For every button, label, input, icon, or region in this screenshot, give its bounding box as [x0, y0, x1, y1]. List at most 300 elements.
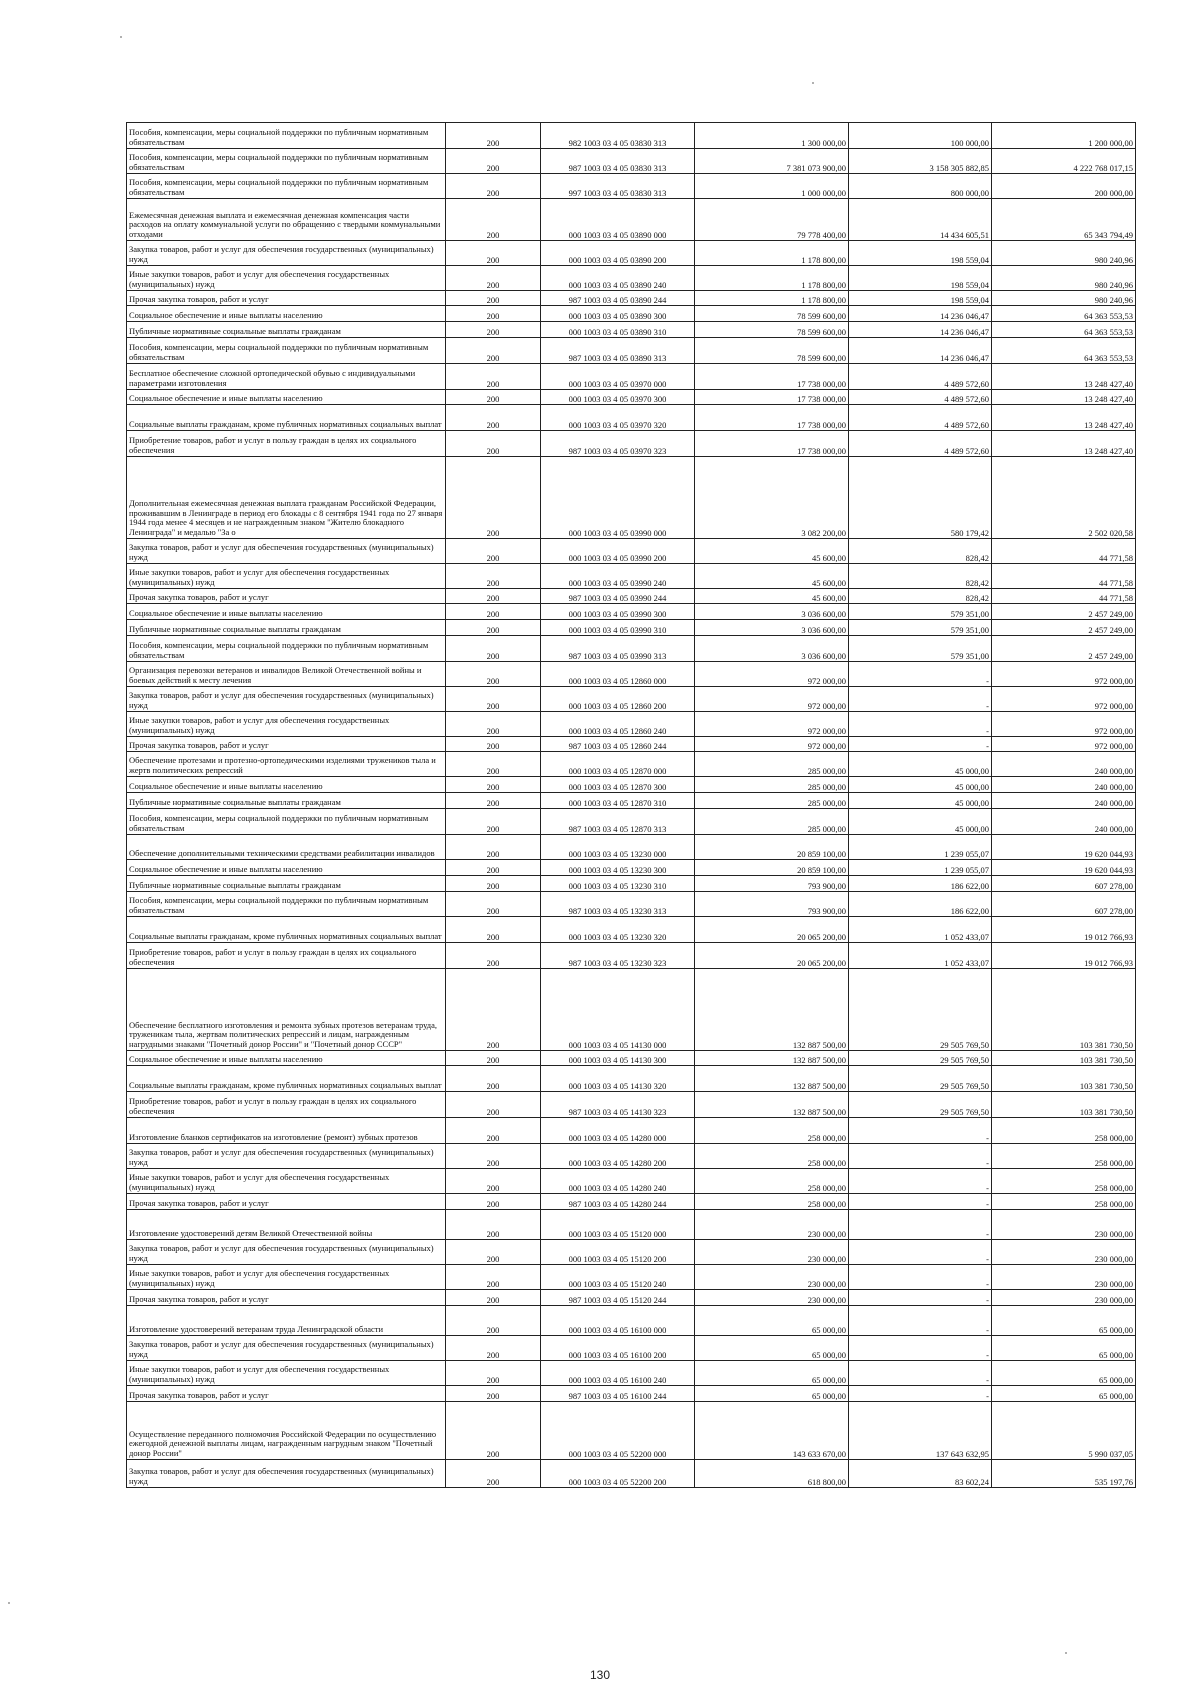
row-executed: 100 000,00 — [849, 123, 992, 149]
row-code: 200 — [446, 1092, 541, 1118]
row-executed: 198 559,04 — [849, 266, 992, 291]
row-executed: - — [849, 712, 992, 737]
row-approved: 132 887 500,00 — [695, 969, 849, 1051]
row-approved: 793 900,00 — [695, 892, 849, 917]
row-code: 200 — [446, 457, 541, 539]
table-row — [127, 405, 1136, 431]
row-code: 200 — [446, 1402, 541, 1460]
row-executed: - — [849, 1144, 992, 1169]
row-unexecuted: 972 000,00 — [992, 662, 1136, 687]
row-code: 200 — [446, 266, 541, 291]
page-number: 130 — [589, 1668, 611, 1682]
row-executed: - — [849, 1336, 992, 1361]
row-code: 200 — [446, 1118, 541, 1144]
row-code: 200 — [446, 1066, 541, 1092]
table-row — [127, 620, 1136, 636]
row-approved: 285 000,00 — [695, 752, 849, 777]
row-code: 200 — [446, 1336, 541, 1361]
row-code: 200 — [446, 892, 541, 917]
row-kbk: 987 1003 03 4 05 03970 323 — [541, 431, 695, 457]
row-code: 200 — [446, 241, 541, 266]
row-kbk: 000 1003 03 4 05 03890 310 — [541, 322, 695, 338]
row-executed: 83 602,24 — [849, 1460, 992, 1488]
row-kbk: 000 1003 03 4 05 03970 320 — [541, 405, 695, 431]
table-row — [127, 322, 1136, 338]
row-name: Изготовление удостоверений ветеранам труда Ленинградской области — [127, 1306, 446, 1336]
row-kbk: 000 1003 03 4 05 12860 000 — [541, 662, 695, 687]
row-executed: 1 052 433,07 — [849, 943, 992, 969]
row-unexecuted: 103 381 730,50 — [992, 969, 1136, 1051]
row-name: Иные закупки товаров, работ и услуг для обеспечения государственных (муниципальных) нужд — [127, 564, 446, 589]
row-unexecuted: 44 771,58 — [992, 539, 1136, 564]
table-row — [127, 539, 1136, 564]
row-executed: 4 489 572,60 — [849, 390, 992, 405]
table-row — [127, 737, 1136, 752]
row-name: Закупка товаров, работ и услуг для обеспечения государственных (муниципальных) нужд — [127, 539, 446, 564]
row-unexecuted: 980 240,96 — [992, 241, 1136, 266]
row-kbk: 000 1003 03 4 05 03990 000 — [541, 457, 695, 539]
row-kbk: 987 1003 03 4 05 15120 244 — [541, 1290, 695, 1306]
table-row — [127, 712, 1136, 737]
row-executed: 4 489 572,60 — [849, 364, 992, 390]
row-approved: 78 599 600,00 — [695, 322, 849, 338]
row-unexecuted: 972 000,00 — [992, 712, 1136, 737]
row-approved: 618 800,00 — [695, 1460, 849, 1488]
row-kbk: 000 1003 03 4 05 03990 200 — [541, 539, 695, 564]
row-executed: 14 236 046,47 — [849, 306, 992, 322]
row-name: Закупка товаров, работ и услуг для обеспечения государственных (муниципальных) нужд — [127, 241, 446, 266]
row-name: Приобретение товаров, работ и услуг в пользу граждан в целях их социального обеспечения — [127, 431, 446, 457]
row-executed: 1 052 433,07 — [849, 917, 992, 943]
row-name: Приобретение товаров, работ и услуг в пользу граждан в целях их социального обеспечения — [127, 1092, 446, 1118]
row-kbk: 000 1003 03 4 05 14280 200 — [541, 1144, 695, 1169]
row-unexecuted: 103 381 730,50 — [992, 1066, 1136, 1092]
row-code: 200 — [446, 589, 541, 604]
row-approved: 3 036 600,00 — [695, 604, 849, 620]
row-unexecuted: 103 381 730,50 — [992, 1051, 1136, 1066]
row-name: Прочая закупка товаров, работ и услуг — [127, 1386, 446, 1402]
row-approved: 230 000,00 — [695, 1210, 849, 1240]
row-unexecuted: 1 200 000,00 — [992, 123, 1136, 149]
table-row — [127, 431, 1136, 457]
row-name: Социальное обеспечение и иные выплаты населению — [127, 306, 446, 322]
row-approved: 285 000,00 — [695, 777, 849, 793]
row-executed: 14 236 046,47 — [849, 338, 992, 364]
row-name: Изготовление удостоверений детям Великой Отечественной войны — [127, 1210, 446, 1240]
row-approved: 17 738 000,00 — [695, 405, 849, 431]
row-kbk: 000 1003 03 4 05 14130 320 — [541, 1066, 695, 1092]
row-approved: 20 065 200,00 — [695, 943, 849, 969]
row-executed: - — [849, 1265, 992, 1290]
row-name: Пособия, компенсации, меры социальной поддержки по публичным нормативным обязательствам — [127, 809, 446, 835]
row-unexecuted: 64 363 553,53 — [992, 338, 1136, 364]
row-code: 200 — [446, 943, 541, 969]
row-code: 200 — [446, 969, 541, 1051]
row-name: Дополнительная ежемесячная денежная выплата гражданам Российской Федерации, проживавшим в Ленинграде в период его блокады с 8 сентября 1941 года по 27 января 1944 года менее 4 месяцев и не награжденным знаком "Жителю блокадного Ленинграда" и медалью "За о — [127, 457, 446, 539]
row-name: Иные закупки товаров, работ и услуг для обеспечения государственных (муниципальных) нужд — [127, 1265, 446, 1290]
row-code: 200 — [446, 809, 541, 835]
table-row — [127, 390, 1136, 405]
table-row — [127, 1051, 1136, 1066]
row-kbk: 000 1003 03 4 05 03990 310 — [541, 620, 695, 636]
row-code: 200 — [446, 1169, 541, 1194]
table-row — [127, 917, 1136, 943]
table-row — [127, 1402, 1136, 1460]
row-unexecuted: 64 363 553,53 — [992, 322, 1136, 338]
row-code: 200 — [446, 390, 541, 405]
row-approved: 17 738 000,00 — [695, 364, 849, 390]
table-row — [127, 969, 1136, 1051]
row-executed: - — [849, 1118, 992, 1144]
row-approved: 285 000,00 — [695, 809, 849, 835]
table-row — [127, 338, 1136, 364]
row-approved: 65 000,00 — [695, 1306, 849, 1336]
row-executed: 45 000,00 — [849, 752, 992, 777]
row-kbk: 000 1003 03 4 05 03990 240 — [541, 564, 695, 589]
row-name: Пособия, компенсации, меры социальной поддержки по публичным нормативным обязательствам — [127, 123, 446, 149]
row-unexecuted: 230 000,00 — [992, 1240, 1136, 1265]
budget-execution-table — [126, 122, 1136, 1488]
row-approved: 1 000 000,00 — [695, 174, 849, 199]
table-row — [127, 1306, 1136, 1336]
row-kbk: 000 1003 03 4 05 16100 240 — [541, 1361, 695, 1386]
row-executed: - — [849, 737, 992, 752]
row-unexecuted: 972 000,00 — [992, 737, 1136, 752]
row-kbk: 000 1003 03 4 05 03890 240 — [541, 266, 695, 291]
row-name: Прочая закупка товаров, работ и услуг — [127, 291, 446, 306]
row-unexecuted: 240 000,00 — [992, 752, 1136, 777]
row-approved: 1 178 800,00 — [695, 291, 849, 306]
row-code: 200 — [446, 539, 541, 564]
row-kbk: 000 1003 03 4 05 13230 000 — [541, 835, 695, 860]
row-name: Иные закупки товаров, работ и услуг для обеспечения государственных (муниципальных) нужд — [127, 1169, 446, 1194]
row-code: 200 — [446, 687, 541, 712]
row-code: 200 — [446, 1144, 541, 1169]
row-code: 200 — [446, 737, 541, 752]
row-approved: 132 887 500,00 — [695, 1092, 849, 1118]
row-kbk: 000 1003 03 4 05 13230 300 — [541, 860, 695, 876]
row-kbk: 000 1003 03 4 05 15120 240 — [541, 1265, 695, 1290]
row-name: Социальное обеспечение и иные выплаты населению — [127, 1051, 446, 1066]
row-name: Социальные выплаты гражданам, кроме публичных нормативных социальных выплат — [127, 1066, 446, 1092]
table-row — [127, 1265, 1136, 1290]
row-unexecuted: 65 000,00 — [992, 1386, 1136, 1402]
row-name: Пособия, компенсации, меры социальной поддержки по публичным нормативным обязательствам — [127, 892, 446, 917]
row-executed: - — [849, 1361, 992, 1386]
table-row — [127, 876, 1136, 892]
row-kbk: 000 1003 03 4 05 03890 300 — [541, 306, 695, 322]
row-unexecuted: 258 000,00 — [992, 1169, 1136, 1194]
row-kbk: 987 1003 03 4 05 03990 313 — [541, 636, 695, 662]
row-name: Публичные нормативные социальные выплаты гражданам — [127, 793, 446, 809]
row-kbk: 000 1003 03 4 05 03890 200 — [541, 241, 695, 266]
row-approved: 7 381 073 900,00 — [695, 149, 849, 174]
row-unexecuted: 65 000,00 — [992, 1336, 1136, 1361]
row-code: 200 — [446, 1194, 541, 1210]
row-approved: 258 000,00 — [695, 1194, 849, 1210]
row-approved: 793 900,00 — [695, 876, 849, 892]
row-unexecuted: 240 000,00 — [992, 777, 1136, 793]
row-name: Социальные выплаты гражданам, кроме публичных нормативных социальных выплат — [127, 917, 446, 943]
scan-speck — [120, 36, 122, 38]
row-approved: 230 000,00 — [695, 1290, 849, 1306]
table-row — [127, 1194, 1136, 1210]
row-approved: 3 036 600,00 — [695, 636, 849, 662]
row-unexecuted: 230 000,00 — [992, 1290, 1136, 1306]
row-name: Социальное обеспечение и иные выплаты населению — [127, 390, 446, 405]
row-kbk: 000 1003 03 4 05 15120 200 — [541, 1240, 695, 1265]
table-row — [127, 687, 1136, 712]
row-unexecuted: 65 000,00 — [992, 1361, 1136, 1386]
row-executed: 45 000,00 — [849, 809, 992, 835]
row-unexecuted: 19 620 044,93 — [992, 860, 1136, 876]
row-approved: 972 000,00 — [695, 712, 849, 737]
table-row — [127, 1210, 1136, 1240]
row-approved: 1 178 800,00 — [695, 266, 849, 291]
row-executed: 4 489 572,60 — [849, 405, 992, 431]
row-approved: 1 178 800,00 — [695, 241, 849, 266]
row-unexecuted: 19 012 766,93 — [992, 943, 1136, 969]
row-unexecuted: 4 222 768 017,15 — [992, 149, 1136, 174]
row-unexecuted: 13 248 427,40 — [992, 431, 1136, 457]
table-row — [127, 662, 1136, 687]
row-executed: 1 239 055,07 — [849, 835, 992, 860]
row-code: 200 — [446, 1210, 541, 1240]
row-unexecuted: 2 457 249,00 — [992, 636, 1136, 662]
row-kbk: 982 1003 03 4 05 03830 313 — [541, 123, 695, 149]
row-kbk: 000 1003 03 4 05 13230 310 — [541, 876, 695, 892]
row-kbk: 000 1003 03 4 05 12860 240 — [541, 712, 695, 737]
row-code: 200 — [446, 1306, 541, 1336]
row-code: 200 — [446, 1240, 541, 1265]
row-kbk: 000 1003 03 4 05 14280 240 — [541, 1169, 695, 1194]
row-executed: 3 158 305 882,85 — [849, 149, 992, 174]
row-executed: 29 505 769,50 — [849, 1066, 992, 1092]
row-name: Социальные выплаты гражданам, кроме публичных нормативных социальных выплат — [127, 405, 446, 431]
row-code: 200 — [446, 604, 541, 620]
row-executed: - — [849, 1306, 992, 1336]
row-approved: 258 000,00 — [695, 1144, 849, 1169]
row-name: Закупка товаров, работ и услуг для обеспечения государственных (муниципальных) нужд — [127, 1336, 446, 1361]
table-row — [127, 241, 1136, 266]
row-executed: - — [849, 1240, 992, 1265]
table-row — [127, 943, 1136, 969]
row-kbk: 000 1003 03 4 05 14130 300 — [541, 1051, 695, 1066]
row-code: 200 — [446, 364, 541, 390]
row-code: 200 — [446, 876, 541, 892]
table-row — [127, 291, 1136, 306]
table-row — [127, 589, 1136, 604]
row-code: 200 — [446, 405, 541, 431]
row-code: 200 — [446, 564, 541, 589]
row-code: 200 — [446, 662, 541, 687]
row-code: 200 — [446, 431, 541, 457]
row-approved: 65 000,00 — [695, 1386, 849, 1402]
scan-speck — [1065, 1652, 1067, 1654]
row-unexecuted: 65 000,00 — [992, 1306, 1136, 1336]
row-kbk: 000 1003 03 4 05 12870 000 — [541, 752, 695, 777]
row-unexecuted: 240 000,00 — [992, 793, 1136, 809]
row-kbk: 000 1003 03 4 05 14130 000 — [541, 969, 695, 1051]
row-unexecuted: 972 000,00 — [992, 687, 1136, 712]
table-row — [127, 809, 1136, 835]
row-unexecuted: 103 381 730,50 — [992, 1092, 1136, 1118]
row-executed: 45 000,00 — [849, 793, 992, 809]
row-executed: 579 351,00 — [849, 620, 992, 636]
table-row — [127, 1169, 1136, 1194]
row-kbk: 987 1003 03 4 05 03890 313 — [541, 338, 695, 364]
row-unexecuted: 19 012 766,93 — [992, 917, 1136, 943]
row-approved: 258 000,00 — [695, 1118, 849, 1144]
row-code: 200 — [446, 793, 541, 809]
row-kbk: 000 1003 03 4 05 52200 000 — [541, 1402, 695, 1460]
row-approved: 258 000,00 — [695, 1169, 849, 1194]
row-kbk: 000 1003 03 4 05 52200 200 — [541, 1460, 695, 1488]
row-code: 200 — [446, 835, 541, 860]
row-name: Приобретение товаров, работ и услуг в пользу граждан в целях их социального обеспечения — [127, 943, 446, 969]
row-executed: - — [849, 1210, 992, 1240]
table-row — [127, 1118, 1136, 1144]
row-unexecuted: 980 240,96 — [992, 266, 1136, 291]
row-kbk: 987 1003 03 4 05 16100 244 — [541, 1386, 695, 1402]
row-approved: 972 000,00 — [695, 662, 849, 687]
table-row — [127, 777, 1136, 793]
row-kbk: 000 1003 03 4 05 03890 000 — [541, 199, 695, 241]
row-name: Прочая закупка товаров, работ и услуг — [127, 589, 446, 604]
row-approved: 45 600,00 — [695, 564, 849, 589]
row-unexecuted: 2 502 020,58 — [992, 457, 1136, 539]
table-row — [127, 457, 1136, 539]
row-unexecuted: 535 197,76 — [992, 1460, 1136, 1488]
row-unexecuted: 258 000,00 — [992, 1194, 1136, 1210]
row-name: Осуществление переданного полномочия Российской Федерации по осуществлению ежегодной денежной выплаты лицам, награжденным нагрудным знаком "Почетный донор России" — [127, 1402, 446, 1460]
table-row — [127, 892, 1136, 917]
row-name: Закупка товаров, работ и услуг для обеспечения государственных (муниципальных) нужд — [127, 1240, 446, 1265]
row-executed: - — [849, 1194, 992, 1210]
row-name: Иные закупки товаров, работ и услуг для обеспечения государственных (муниципальных) нужд — [127, 1361, 446, 1386]
scan-speck — [812, 82, 814, 84]
table-row — [127, 1092, 1136, 1118]
row-approved: 79 778 400,00 — [695, 199, 849, 241]
row-unexecuted: 19 620 044,93 — [992, 835, 1136, 860]
row-unexecuted: 64 363 553,53 — [992, 306, 1136, 322]
row-approved: 78 599 600,00 — [695, 306, 849, 322]
row-approved: 230 000,00 — [695, 1265, 849, 1290]
row-name: Обеспечение дополнительными техническими средствами реабилитации инвалидов — [127, 835, 446, 860]
table-row — [127, 1361, 1136, 1386]
row-unexecuted: 13 248 427,40 — [992, 390, 1136, 405]
table-row — [127, 1386, 1136, 1402]
row-unexecuted: 65 343 794,49 — [992, 199, 1136, 241]
table-body — [127, 123, 1136, 1488]
row-kbk: 987 1003 03 4 05 03890 244 — [541, 291, 695, 306]
row-executed: 198 559,04 — [849, 291, 992, 306]
row-executed: 579 351,00 — [849, 636, 992, 662]
row-unexecuted: 13 248 427,40 — [992, 405, 1136, 431]
row-kbk: 000 1003 03 4 05 16100 000 — [541, 1306, 695, 1336]
row-executed: 579 351,00 — [849, 604, 992, 620]
scan-speck — [8, 1602, 10, 1604]
row-name: Закупка товаров, работ и услуг для обеспечения государственных (муниципальных) нужд — [127, 687, 446, 712]
row-executed: 800 000,00 — [849, 174, 992, 199]
row-unexecuted: 5 990 037,05 — [992, 1402, 1136, 1460]
row-unexecuted: 240 000,00 — [992, 809, 1136, 835]
row-approved: 285 000,00 — [695, 793, 849, 809]
table-row — [127, 860, 1136, 876]
row-kbk: 000 1003 03 4 05 12870 310 — [541, 793, 695, 809]
row-name: Обеспечение протезами и протезно-ортопедическими изделиями тружеников тыла и жертв политических репрессий — [127, 752, 446, 777]
row-executed: 29 505 769,50 — [849, 969, 992, 1051]
row-code: 200 — [446, 1265, 541, 1290]
row-code: 200 — [446, 917, 541, 943]
row-approved: 65 000,00 — [695, 1361, 849, 1386]
table-row — [127, 1336, 1136, 1361]
row-unexecuted: 13 248 427,40 — [992, 364, 1136, 390]
table-row — [127, 1240, 1136, 1265]
row-name: Закупка товаров, работ и услуг для обеспечения государственных (муниципальных) нужд — [127, 1460, 446, 1488]
row-name: Социальное обеспечение и иные выплаты населению — [127, 604, 446, 620]
row-code: 200 — [446, 777, 541, 793]
table-row — [127, 174, 1136, 199]
row-executed: 186 622,00 — [849, 892, 992, 917]
row-unexecuted: 2 457 249,00 — [992, 620, 1136, 636]
table-row — [127, 636, 1136, 662]
row-approved: 45 600,00 — [695, 539, 849, 564]
row-kbk: 000 1003 03 4 05 03970 300 — [541, 390, 695, 405]
row-executed: 29 505 769,50 — [849, 1051, 992, 1066]
row-code: 200 — [446, 1290, 541, 1306]
row-name: Иные закупки товаров, работ и услуг для обеспечения государственных (муниципальных) нужд — [127, 712, 446, 737]
row-kbk: 987 1003 03 4 05 14280 244 — [541, 1194, 695, 1210]
row-code: 200 — [446, 149, 541, 174]
row-executed: 828,42 — [849, 539, 992, 564]
row-unexecuted: 230 000,00 — [992, 1210, 1136, 1240]
table-row — [127, 835, 1136, 860]
table-row — [127, 1460, 1136, 1488]
table-row — [127, 604, 1136, 620]
table-row — [127, 793, 1136, 809]
row-name: Пособия, компенсации, меры социальной поддержки по публичным нормативным обязательствам — [127, 338, 446, 364]
row-approved: 143 633 670,00 — [695, 1402, 849, 1460]
row-executed: 137 643 632,95 — [849, 1402, 992, 1460]
table-row — [127, 364, 1136, 390]
table-row — [127, 149, 1136, 174]
row-kbk: 987 1003 03 4 05 12870 313 — [541, 809, 695, 835]
row-executed: 4 489 572,60 — [849, 431, 992, 457]
row-approved: 17 738 000,00 — [695, 390, 849, 405]
table-row — [127, 306, 1136, 322]
row-name: Закупка товаров, работ и услуг для обеспечения государственных (муниципальных) нужд — [127, 1144, 446, 1169]
row-name: Публичные нормативные социальные выплаты гражданам — [127, 620, 446, 636]
row-unexecuted: 230 000,00 — [992, 1265, 1136, 1290]
table-row — [127, 1144, 1136, 1169]
table-row — [127, 564, 1136, 589]
row-executed: - — [849, 1169, 992, 1194]
row-name: Изготовление бланков сертификатов на изготовление (ремонт) зубных протезов — [127, 1118, 446, 1144]
row-kbk: 987 1003 03 4 05 14130 323 — [541, 1092, 695, 1118]
row-kbk: 000 1003 03 4 05 12860 200 — [541, 687, 695, 712]
row-executed: 29 505 769,50 — [849, 1092, 992, 1118]
row-kbk: 000 1003 03 4 05 12870 300 — [541, 777, 695, 793]
row-unexecuted: 2 457 249,00 — [992, 604, 1136, 620]
row-approved: 78 599 600,00 — [695, 338, 849, 364]
row-executed: 14 434 605,51 — [849, 199, 992, 241]
row-kbk: 997 1003 03 4 05 03830 313 — [541, 174, 695, 199]
row-approved: 20 859 100,00 — [695, 860, 849, 876]
row-unexecuted: 44 771,58 — [992, 589, 1136, 604]
row-executed: - — [849, 1386, 992, 1402]
row-name: Прочая закупка товаров, работ и услуг — [127, 1194, 446, 1210]
